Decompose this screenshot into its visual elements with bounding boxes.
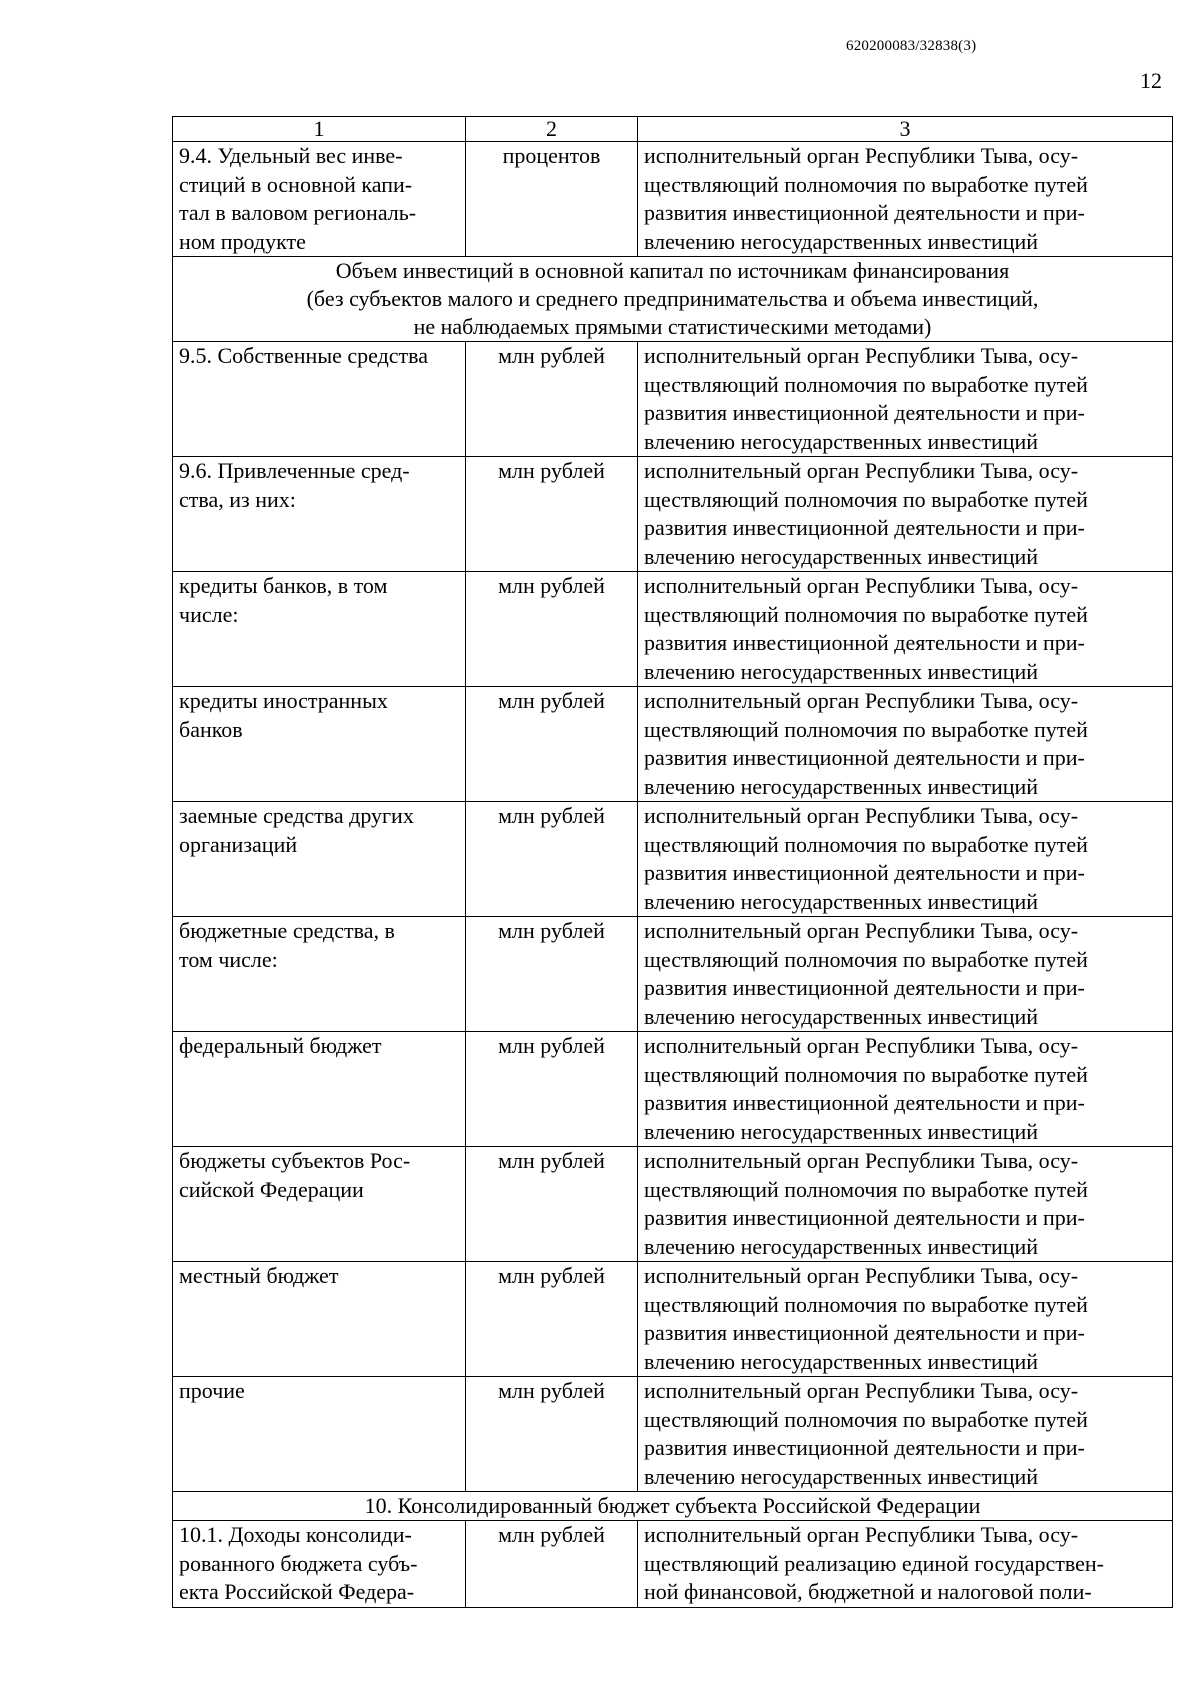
indicator-name-cell [173, 802, 466, 917]
responsible-org-line: влечению негосударственных инвестиций [644, 1003, 1039, 1029]
responsible-org-line: развития инвестиционной деятельности и при- [644, 200, 1085, 225]
indicator-name-line: местный бюджет [179, 1263, 339, 1288]
unit-cell: млн рублей [466, 1262, 638, 1377]
responsible-org-cell [638, 572, 1173, 687]
unit-cell: млн рублей [466, 457, 638, 572]
responsible-org-line: развития инвестиционной деятельности и при- [644, 1090, 1085, 1115]
indicator-name-line: стиций в основной капи- [179, 171, 413, 197]
indicator-name-cell [173, 1032, 466, 1147]
indicator-name-cell [173, 1262, 466, 1377]
responsible-org-cell [638, 1147, 1173, 1262]
responsible-org-line: развития инвестиционной деятельности и при- [644, 1205, 1085, 1230]
unit-cell: млн рублей [466, 572, 638, 687]
table-row [173, 687, 1173, 802]
indicator-name-line: том числе: [179, 946, 278, 972]
responsible-org-line: развития инвестиционной деятельности и при- [644, 515, 1085, 540]
responsible-org-line: влечению негосударственных инвестиций [644, 428, 1039, 454]
section-header-line: Объем инвестиций в основной капитал по источникам финансирования [335, 258, 1010, 283]
section-header-line: не наблюдаемых прямыми статистическими методами) [413, 314, 932, 339]
responsible-org-line: исполнительный орган Республики Тыва, осу- [644, 343, 1079, 368]
table-row [173, 1147, 1173, 1262]
responsible-org-line: ществляющий полномочия по выработке путей [644, 371, 1088, 397]
unit-cell: млн рублей [466, 802, 638, 917]
responsible-org-cell [638, 142, 1173, 257]
responsible-org-line: развития инвестиционной деятельности и при- [644, 400, 1085, 425]
indicator-name-cell [173, 1521, 466, 1608]
indicator-name-cell [173, 687, 466, 802]
responsible-org-line: влечению негосударственных инвестиций [644, 543, 1039, 569]
table-row [173, 1262, 1173, 1377]
responsible-org-line: ществляющий полномочия по выработке путей [644, 486, 1088, 512]
responsible-org-line: ной финансовой, бюджетной и налоговой поли- [644, 1579, 1092, 1604]
indicator-name-cell [173, 342, 466, 457]
responsible-org-cell [638, 1377, 1173, 1492]
responsible-org-line: ществляющий полномочия по выработке путей [644, 946, 1088, 972]
indicator-name-cell [173, 917, 466, 1032]
responsible-org-line: исполнительный орган Республики Тыва, осу- [644, 803, 1079, 828]
responsible-org-cell [638, 1262, 1173, 1377]
indicator-name-line: бюджетные средства, в [179, 918, 395, 943]
table-row [173, 342, 1173, 457]
responsible-org-line: развития инвестиционной деятельности и при- [644, 860, 1085, 885]
responsible-org-line: влечению негосударственных инвестиций [644, 888, 1039, 914]
indicator-name-line: 10.1. Доходы консолиди- [179, 1522, 412, 1547]
responsible-org-cell [638, 1032, 1173, 1147]
unit-cell: млн рублей [466, 1032, 638, 1147]
indicator-name-line: 9.6. Привлеченные сред- [179, 458, 410, 483]
indicator-name-line: ном продукте [179, 228, 306, 254]
indicator-name-line: кредиты банков, в том [179, 573, 388, 598]
indicators-table [172, 116, 1173, 1608]
unit-cell: млн рублей [466, 1147, 638, 1262]
indicator-name-line: прочие [179, 1378, 245, 1403]
page-number: 12 [1140, 68, 1162, 93]
responsible-org-line: исполнительный орган Республики Тыва, осу- [644, 1378, 1079, 1403]
indicator-name-line: 9.5. Собственные средства [179, 343, 429, 368]
responsible-org-line: ществляющий реализацию единой государствен- [644, 1550, 1104, 1576]
responsible-org-line: развития инвестиционной деятельности и при- [644, 975, 1085, 1000]
unit-cell: млн рублей [466, 1521, 638, 1608]
unit-cell: млн рублей [466, 917, 638, 1032]
indicator-name-line: рованного бюджета субъ- [179, 1550, 418, 1576]
responsible-org-line: влечению негосударственных инвестиций [644, 1463, 1039, 1489]
table-row [173, 802, 1173, 917]
table-row [173, 1521, 1173, 1608]
responsible-org-cell [638, 802, 1173, 917]
responsible-org-cell [638, 1521, 1173, 1608]
indicator-name-line: банков [179, 716, 243, 742]
responsible-org-line: влечению негосударственных инвестиций [644, 658, 1039, 684]
column-header-2: 2 [466, 117, 638, 142]
table-row [173, 457, 1173, 572]
section-header-line: 10. Консолидированный бюджет субъекта Российской Федерации [364, 1493, 981, 1518]
responsible-org-line: развития инвестиционной деятельности и при- [644, 1435, 1085, 1460]
responsible-org-line: развития инвестиционной деятельности и при- [644, 745, 1085, 770]
table-row [173, 1377, 1173, 1492]
responsible-org-line: ществляющий полномочия по выработке путей [644, 1061, 1088, 1087]
indicator-name-line: федеральный бюджет [179, 1033, 382, 1058]
responsible-org-line: исполнительный орган Республики Тыва, осу- [644, 1522, 1079, 1547]
responsible-org-cell [638, 687, 1173, 802]
section-header-row [173, 257, 1173, 342]
indicator-name-cell [173, 1147, 466, 1262]
indicator-name-line: сийской Федерации [179, 1176, 364, 1202]
responsible-org-line: ществляющий полномочия по выработке путей [644, 601, 1088, 627]
indicator-name-line: тал в валовом региональ- [179, 200, 417, 225]
unit-cell: процентов [466, 142, 638, 257]
indicator-name-line: 9.4. Удельный вес инве- [179, 143, 403, 168]
responsible-org-line: исполнительный орган Республики Тыва, осу- [644, 458, 1079, 483]
responsible-org-line: ществляющий полномочия по выработке путей [644, 831, 1088, 857]
responsible-org-line: исполнительный орган Республики Тыва, осу- [644, 573, 1079, 598]
responsible-org-line: ществляющий полномочия по выработке путей [644, 171, 1088, 197]
responsible-org-line: ществляющий полномочия по выработке путей [644, 1406, 1088, 1432]
responsible-org-line: влечению негосударственных инвестиций [644, 228, 1039, 254]
indicator-name-cell [173, 457, 466, 572]
responsible-org-cell [638, 342, 1173, 457]
unit-cell: млн рублей [466, 342, 638, 457]
table-row [173, 917, 1173, 1032]
indicator-name-line: заемные средства других [179, 803, 414, 828]
responsible-org-cell [638, 917, 1173, 1032]
document-id: 620200083/32838(3) [846, 38, 977, 54]
table-row [173, 1032, 1173, 1147]
responsible-org-line: ществляющий полномочия по выработке путей [644, 1176, 1088, 1202]
responsible-org-line: влечению негосударственных инвестиций [644, 1348, 1039, 1374]
responsible-org-line: исполнительный орган Республики Тыва, осу- [644, 1033, 1079, 1058]
responsible-org-line: влечению негосударственных инвестиций [644, 1118, 1039, 1144]
section-header-cell [173, 257, 1173, 342]
responsible-org-line: исполнительный орган Республики Тыва, осу- [644, 143, 1079, 168]
responsible-org-line: исполнительный орган Республики Тыва, осу- [644, 688, 1079, 713]
section-header-row [173, 1492, 1173, 1521]
indicator-name-line: бюджеты субъектов Рос- [179, 1148, 411, 1173]
responsible-org-line: развития инвестиционной деятельности и при- [644, 630, 1085, 655]
indicator-name-line: екта Российской Федера- [179, 1579, 415, 1604]
responsible-org-line: развития инвестиционной деятельности и при- [644, 1320, 1085, 1345]
table-row [173, 572, 1173, 687]
indicator-name-line: ства, из них: [179, 486, 296, 512]
unit-cell: млн рублей [466, 1377, 638, 1492]
responsible-org-line: исполнительный орган Республики Тыва, осу- [644, 918, 1079, 943]
section-header-line: (без субъектов малого и среднего предпринимательства и объема инвестиций, [306, 286, 1039, 311]
indicator-name-line: числе: [179, 601, 239, 627]
responsible-org-line: ществляющий полномочия по выработке путей [644, 716, 1088, 742]
responsible-org-line: исполнительный орган Республики Тыва, осу- [644, 1148, 1079, 1173]
unit-cell: млн рублей [466, 687, 638, 802]
responsible-org-cell [638, 457, 1173, 572]
indicator-name-cell [173, 1377, 466, 1492]
indicator-name-line: организаций [179, 831, 298, 857]
table-body [173, 117, 1173, 1608]
section-header-cell [173, 1492, 1173, 1521]
column-header-1: 1 [173, 117, 466, 142]
responsible-org-line: влечению негосударственных инвестиций [644, 1233, 1039, 1259]
responsible-org-line: ществляющий полномочия по выработке путей [644, 1291, 1088, 1317]
column-header-3: 3 [638, 117, 1173, 142]
indicator-name-cell [173, 142, 466, 257]
indicator-name-cell [173, 572, 466, 687]
indicator-name-line: кредиты иностранных [179, 688, 388, 713]
responsible-org-line: исполнительный орган Республики Тыва, осу- [644, 1263, 1079, 1288]
column-number-row [173, 117, 1173, 142]
responsible-org-line: влечению негосударственных инвестиций [644, 773, 1039, 799]
table-row [173, 142, 1173, 257]
